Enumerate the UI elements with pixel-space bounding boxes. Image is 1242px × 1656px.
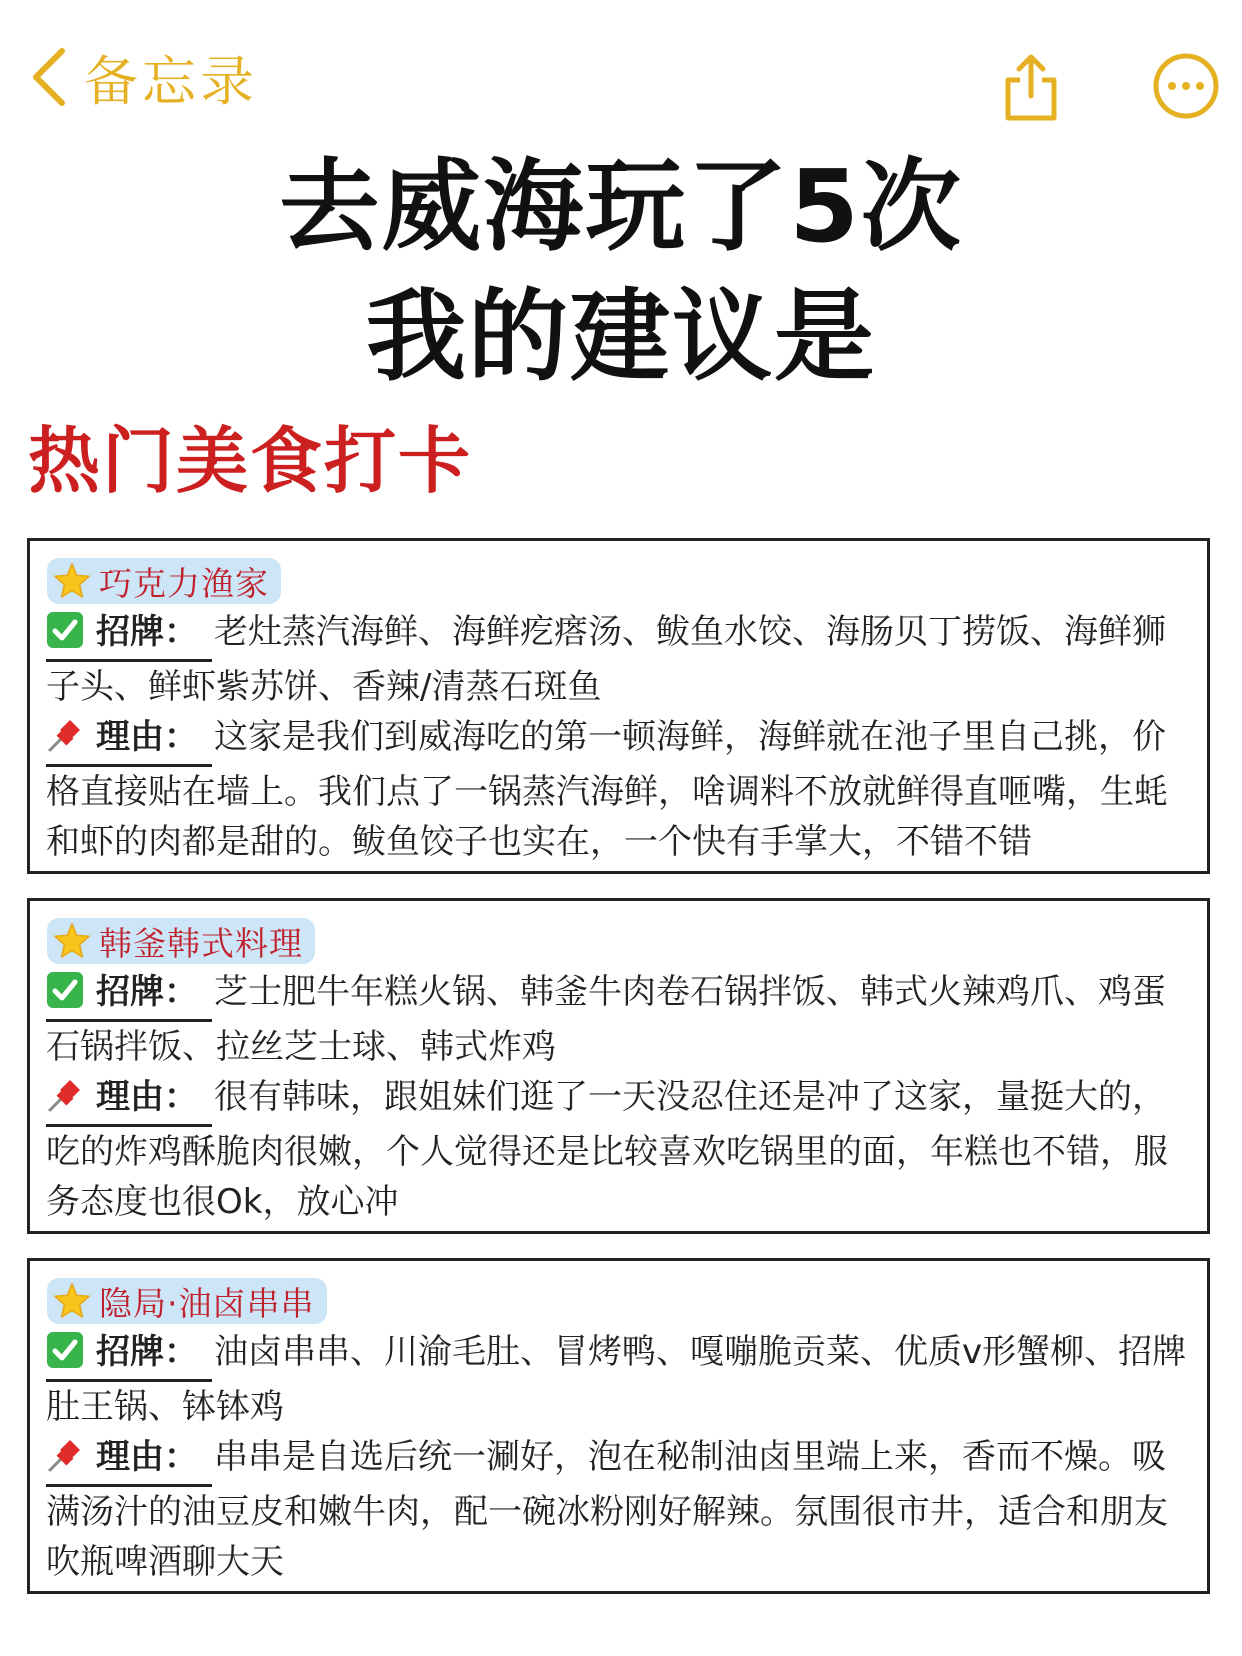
restaurant-details: [46, 967, 1191, 1227]
page-title-line1: 去威海玩了5次: [279, 148, 963, 265]
restaurant-card: [27, 1258, 1210, 1594]
restaurant-details: [46, 1327, 1191, 1587]
more-button[interactable]: [1152, 52, 1220, 120]
signature-paragraph: [46, 1327, 1191, 1432]
reason-text: 很有韩味，跟姐妹们逛了一天没忍住还是冲了这家，量挺大的，吃的炸鸡酥脆肉很嫩，个人觉得还是比较喜欢吃锅里的面，年糕也不错，服务态度也很Ok，放心冲: [46, 1077, 1168, 1222]
restaurant-name-tag: [47, 558, 281, 604]
signature-dishes: 老灶蒸汽海鲜、海鲜疙瘩汤、鲅鱼水饺、海肠贝丁捞饭、海鲜狮子头、鲜虾紫苏饼、香辣/清蒸石斑鱼: [46, 612, 1166, 707]
reason-label: 理由：: [46, 712, 212, 767]
signature-paragraph: [46, 967, 1191, 1072]
section-heading: 热门美食打卡: [28, 419, 473, 503]
restaurant-card: [27, 898, 1210, 1234]
restaurant-name-tag: [47, 1278, 327, 1324]
signature-label: 招牌：: [46, 967, 212, 1022]
pushpin-icon: [46, 716, 84, 754]
reason-label: 理由：: [46, 1432, 212, 1487]
check-icon: [46, 611, 84, 649]
page-title-line2: 我的建议是: [366, 278, 876, 395]
signature-paragraph: [46, 607, 1191, 712]
reason-paragraph: [46, 1432, 1191, 1587]
star-icon: [53, 1282, 91, 1320]
restaurant-details: [46, 607, 1191, 867]
share-button[interactable]: [1000, 52, 1062, 124]
signature-dishes: 芝士肥牛年糕火锅、韩釜牛肉卷石锅拌饭、韩式火辣鸡爪、鸡蛋石锅拌饭、拉丝芝士球、韩式炸鸡: [46, 972, 1166, 1067]
signature-label: 招牌：: [46, 1327, 212, 1382]
share-icon: [1000, 52, 1062, 124]
star-icon: [53, 922, 91, 960]
chevron-left-icon: [28, 45, 70, 109]
signature-label: 招牌：: [46, 607, 212, 662]
pushpin-icon: [46, 1436, 84, 1474]
signature-dishes: 油卤串串、川渝毛肚、冒烤鸭、嘎嘣脆贡菜、优质v形蟹柳、招牌肚王锅、钵钵鸡: [46, 1332, 1187, 1427]
reason-text: 串串是自选后统一涮好，泡在秘制油卤里端上来，香而不燥。吸满汤汁的油豆皮和嫩牛肉，配一碗冰粉刚好解辣。氛围很市井，适合和朋友吹瓶啤酒聊大天: [46, 1437, 1168, 1582]
restaurant-card: [27, 538, 1210, 874]
more-icon: [1152, 52, 1220, 120]
check-icon: [46, 971, 84, 1009]
check-icon: [46, 1331, 84, 1369]
restaurant-name: 隐局·油卤串串: [99, 1283, 315, 1323]
star-icon: [53, 562, 91, 600]
reason-paragraph: [46, 1072, 1191, 1227]
restaurant-name-tag: [47, 918, 315, 964]
pushpin-icon: [46, 1076, 84, 1114]
reason-label: 理由：: [46, 1072, 212, 1127]
nav-bar: [0, 0, 1242, 150]
back-label: 备忘录: [84, 49, 258, 113]
back-button[interactable]: [28, 42, 258, 112]
reason-paragraph: [46, 712, 1191, 867]
restaurant-name: 韩釜韩式料理: [99, 923, 303, 963]
reason-text: 这家是我们到威海吃的第一顿海鲜，海鲜就在池子里自己挑，价格直接贴在墙上。我们点了一锅蒸汽海鲜，啥调料不放就鲜得直咂嘴，生蚝和虾的肉都是甜的。鲅鱼饺子也实在，一个快有手掌大，不错不错: [46, 717, 1168, 862]
restaurant-name: 巧克力渔家: [99, 563, 269, 603]
